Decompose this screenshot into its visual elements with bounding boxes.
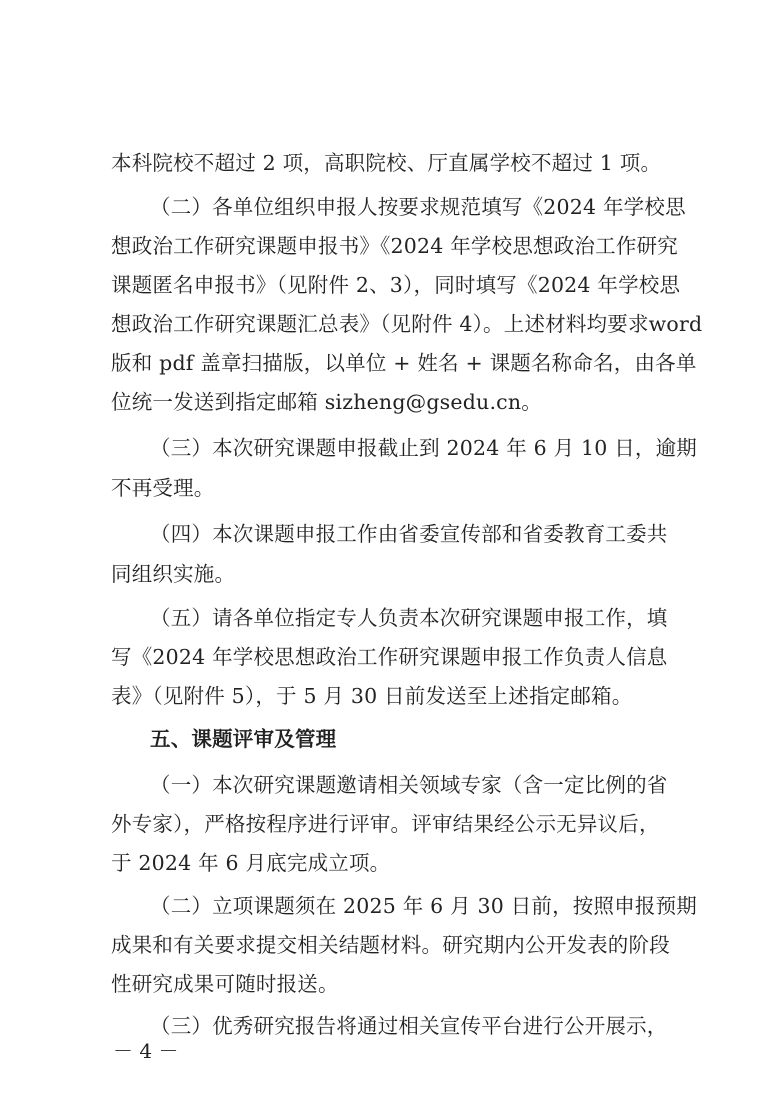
section-heading: 五、课题评审及管理	[150, 727, 337, 751]
body-line: 表》（见附件 5），于 5 月 30 日前发送至上述指定邮箱。	[111, 684, 633, 708]
paragraph-start: （四）本次课题申报工作由省委宣传部和省委教育工委共	[150, 522, 668, 546]
paragraph-start: （二）立项课题须在 2025 年 6 月 30 日前，按照申报预期	[150, 894, 697, 918]
body-line: 版和 pdf 盖章扫描版，以单位 + 姓名 + 课题名称命名，由各单	[111, 351, 697, 375]
paragraph-start: （三）优秀研究报告将通过相关宣传平台进行公开展示，	[150, 1014, 668, 1038]
page-number: － 4 －	[113, 1039, 179, 1063]
body-line: 写《2024 年学校思想政治工作研究课题申报工作负责人信息	[111, 645, 668, 669]
body-line: 位统一发送到指定邮箱 sizheng@gsedu.cn。	[111, 390, 542, 414]
body-line: 成果和有关要求提交相关结题材料。研究期内公开发表的阶段	[111, 933, 670, 957]
body-line: 不再受理。	[111, 476, 215, 500]
body-line: 想政治工作研究课题申报书》《2024 年学校思想政治工作研究	[111, 234, 678, 258]
body-line: 想政治工作研究课题汇总表》（见附件 4）。上述材料均要求word	[111, 312, 703, 336]
body-line: 性研究成果可随时报送。	[111, 972, 339, 996]
paragraph-start: （一）本次研究课题邀请相关领域专家（含一定比例的省	[150, 773, 668, 797]
paragraph-start: （三）本次研究课题申报截止到 2024 年 6 月 10 日，逾期	[150, 436, 697, 460]
body-line: 于 2024 年 6 月底完成立项。	[111, 851, 391, 875]
body-line: 课题匿名申报书》（见附件 2、3），同时填写《2024 年学校思	[111, 273, 681, 297]
body-line: 外专家），严格按程序进行评审。评审结果经公示无异议后，	[111, 812, 660, 836]
paragraph-start: （五）请各单位指定专人负责本次研究课题申报工作，填	[150, 606, 668, 630]
body-line: 本科院校不超过 2 项，高职院校、厅直属学校不超过 1 项。	[111, 151, 662, 175]
paragraph-start: （二）各单位组织申报人按要求规范填写《2024 年学校思	[150, 195, 686, 219]
body-line: 同组织实施。	[111, 562, 236, 586]
